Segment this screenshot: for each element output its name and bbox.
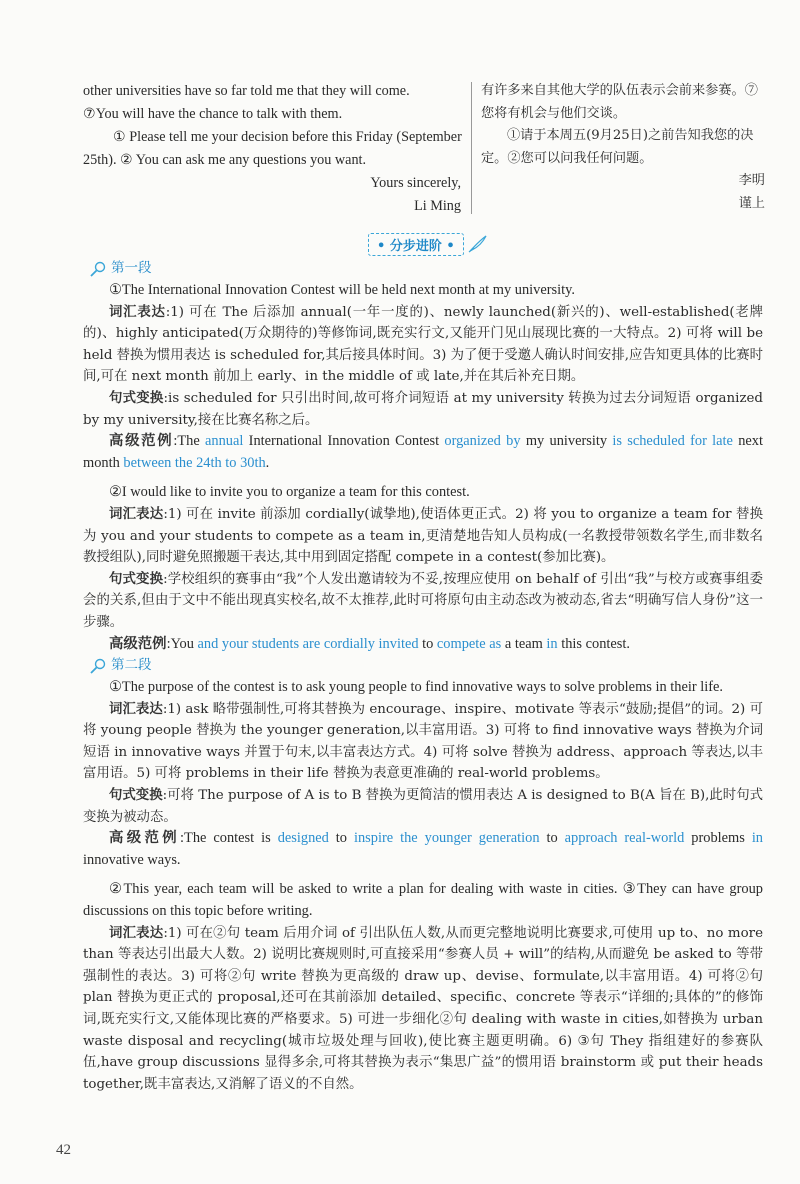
letter-zh-line2: ①请于本周五(9月25日)之前告知我您的决定。②您可以问我任何问题。 bbox=[481, 128, 754, 166]
letter-english bbox=[83, 80, 463, 218]
para2-vocab2: 词汇表达:1) 可在②句 team 后用介词 of 引出队伍人数,从而更完整地说明比赛要求,可使用 up to、no more than 等表达引出最大人数。2) 说明比赛规则时,可直接采用“参赛人员 + will”的结构,从而避免 be asked to 等带强制性的表达。3) 可将②句 write 替换为更高级的 draw up、devise、formulate,以丰富用语。4) 可将②句 plan 替换为更正式的 proposal,还可在其前添加 detailed、specific、concrete 等表示“详细的;具体的”的修饰词,既充实行文,又能体现比赛的严格要求。5) 可进一步细化②句 dealing with waste in cities,如替换为 urban waste disposal and recycling(城市垃圾处理与回收),使比赛主题更明确。6) ③句 They 指组建好的参赛队伍,have group discussions 显得多余,可将其替换为表示“集思广益”的惯用语 brainstorm 或 put their heads together,既丰富表达,又消解了语义的不自然。 bbox=[83, 925, 764, 1092]
para1-sentence-change2: 句式变换:学校组织的赛事由“我”个人发出邀请较为不妥,按理应使用 on behalf of 引出“我”与校方或赛事组委会的关系,但由于文中不能出现真实校名,故不太推荐,此时可将原句由主动态改为被动态,省去“明确写信人身份”这一步骤。 bbox=[83, 571, 763, 630]
para1-heading: 第一段 bbox=[89, 258, 763, 280]
para1-example2: 高级范例:You and your students are cordially invited to compete as a team in this contest. bbox=[109, 635, 630, 652]
letter-zh-line1: 有许多来自其他大学的队伍表示会前来参赛。⑦您将有机会与他们交谈。 bbox=[481, 83, 758, 121]
letter-zh-closing: 谨上 bbox=[738, 195, 765, 211]
para1-vocab2: 词汇表达:1) 可在 invite 前添加 cordially(诚挚地),使语体更正式。2) 将 you to organize a team for 替换为 you and your students to compete as a team in,更清楚地告知人员构成(一名教授带领数名学生,而非数名教授组队),同时避免照搬题干表达,其中用到固定搭配 compete in a contest(参加比赛)。 bbox=[83, 506, 763, 566]
quill-icon bbox=[468, 235, 488, 253]
magnifier-icon bbox=[89, 658, 107, 674]
para1-example1: 高级范例:The annual International Innovation Contest organized by my university is scheduled for late next month between the 24th to 30th. bbox=[83, 433, 763, 471]
para2-heading: 第二段 bbox=[89, 655, 763, 677]
section-banner bbox=[368, 232, 488, 256]
para2-vocab1: 词汇表达:1) ask 略带强制性,可将其替换为 encourage、inspire、motivate 等表示“鼓励;提倡”的词。2) 可将 young people 替换为 the younger generation,以丰富用语。3) 可将 to find innovative ways 替换为介词短语 in innovative ways 并置于句末,以丰富表达方式。4) 可将 solve 替换为 address、approach 等表达,以丰富用语。5) 可将 problems in their life 替换为表意更准确的 real-world problems。 bbox=[83, 701, 763, 782]
letter-en-closing: Yours sincerely, bbox=[370, 175, 461, 191]
para2-sentence1: ①The purpose of the contest is to ask young people to find innovative ways to solve problems in their life. bbox=[109, 679, 723, 696]
para2-sentence23: ②This year, each team will be asked to write a plan for dealing with waste in cities. ③They can have group discussions on this topic before writing. bbox=[83, 881, 763, 920]
para2-example1: 高级范例:The contest is designed to inspire the younger generation to approach real-world problems in innovative ways. bbox=[83, 830, 764, 868]
para1-vocab1: 词汇表达:1) 可在 The 后添加 annual(一年一度的)、newly launched(新兴的)、well-established(老牌的)、highly anticipated(万众期待的)等修饰词,既充实行文,又能开门见山展现比赛的一大特点。2) 可将 will be held 替换为惯用表达 is scheduled for,其后接具体时间。3) 为了便于受邀人确认时间安排,应告知更具体的比赛时间,可在 next month 前加上 early、in the middle of 或 late,并在其后补充日期。 bbox=[83, 304, 763, 385]
column-divider bbox=[471, 82, 472, 214]
magnifier-icon bbox=[89, 261, 107, 277]
step-guide bbox=[83, 258, 763, 1095]
letter-zh-name: 李明 bbox=[738, 173, 765, 188]
para1-sentence1: ①The International Innovation Contest will be held next month at my university. bbox=[109, 282, 575, 298]
letter-chinese bbox=[481, 80, 765, 215]
letter-en-name: Li Ming bbox=[414, 198, 461, 214]
para2-sentence-change1: 句式变换:可将 The purpose of A is to B 替换为更简洁的惯用表达 A is designed to B(A 旨在 B),此时句式变换为被动态。 bbox=[83, 788, 763, 825]
page-number: 42 bbox=[56, 1142, 71, 1158]
letter-en-line2: ⑦You will have the chance to talk with them. bbox=[83, 106, 343, 122]
letter-en-line1: other universities have so far told me that they will come. bbox=[83, 83, 410, 99]
para1-sentence2: ②I would like to invite you to organize a team for this contest. bbox=[109, 484, 470, 501]
banner-title: • 分步进阶 • bbox=[368, 233, 464, 256]
letter-en-line3: ① Please tell me your decision before this Friday (September 25th). ② You can ask me any questions you want. bbox=[83, 129, 462, 168]
para1-sentence-change1: 句式变换:is scheduled for 只引出时间,故可将介词短语 at my university 转换为过去分词短语 organized by my university,接在比赛名称之后。 bbox=[83, 390, 763, 428]
